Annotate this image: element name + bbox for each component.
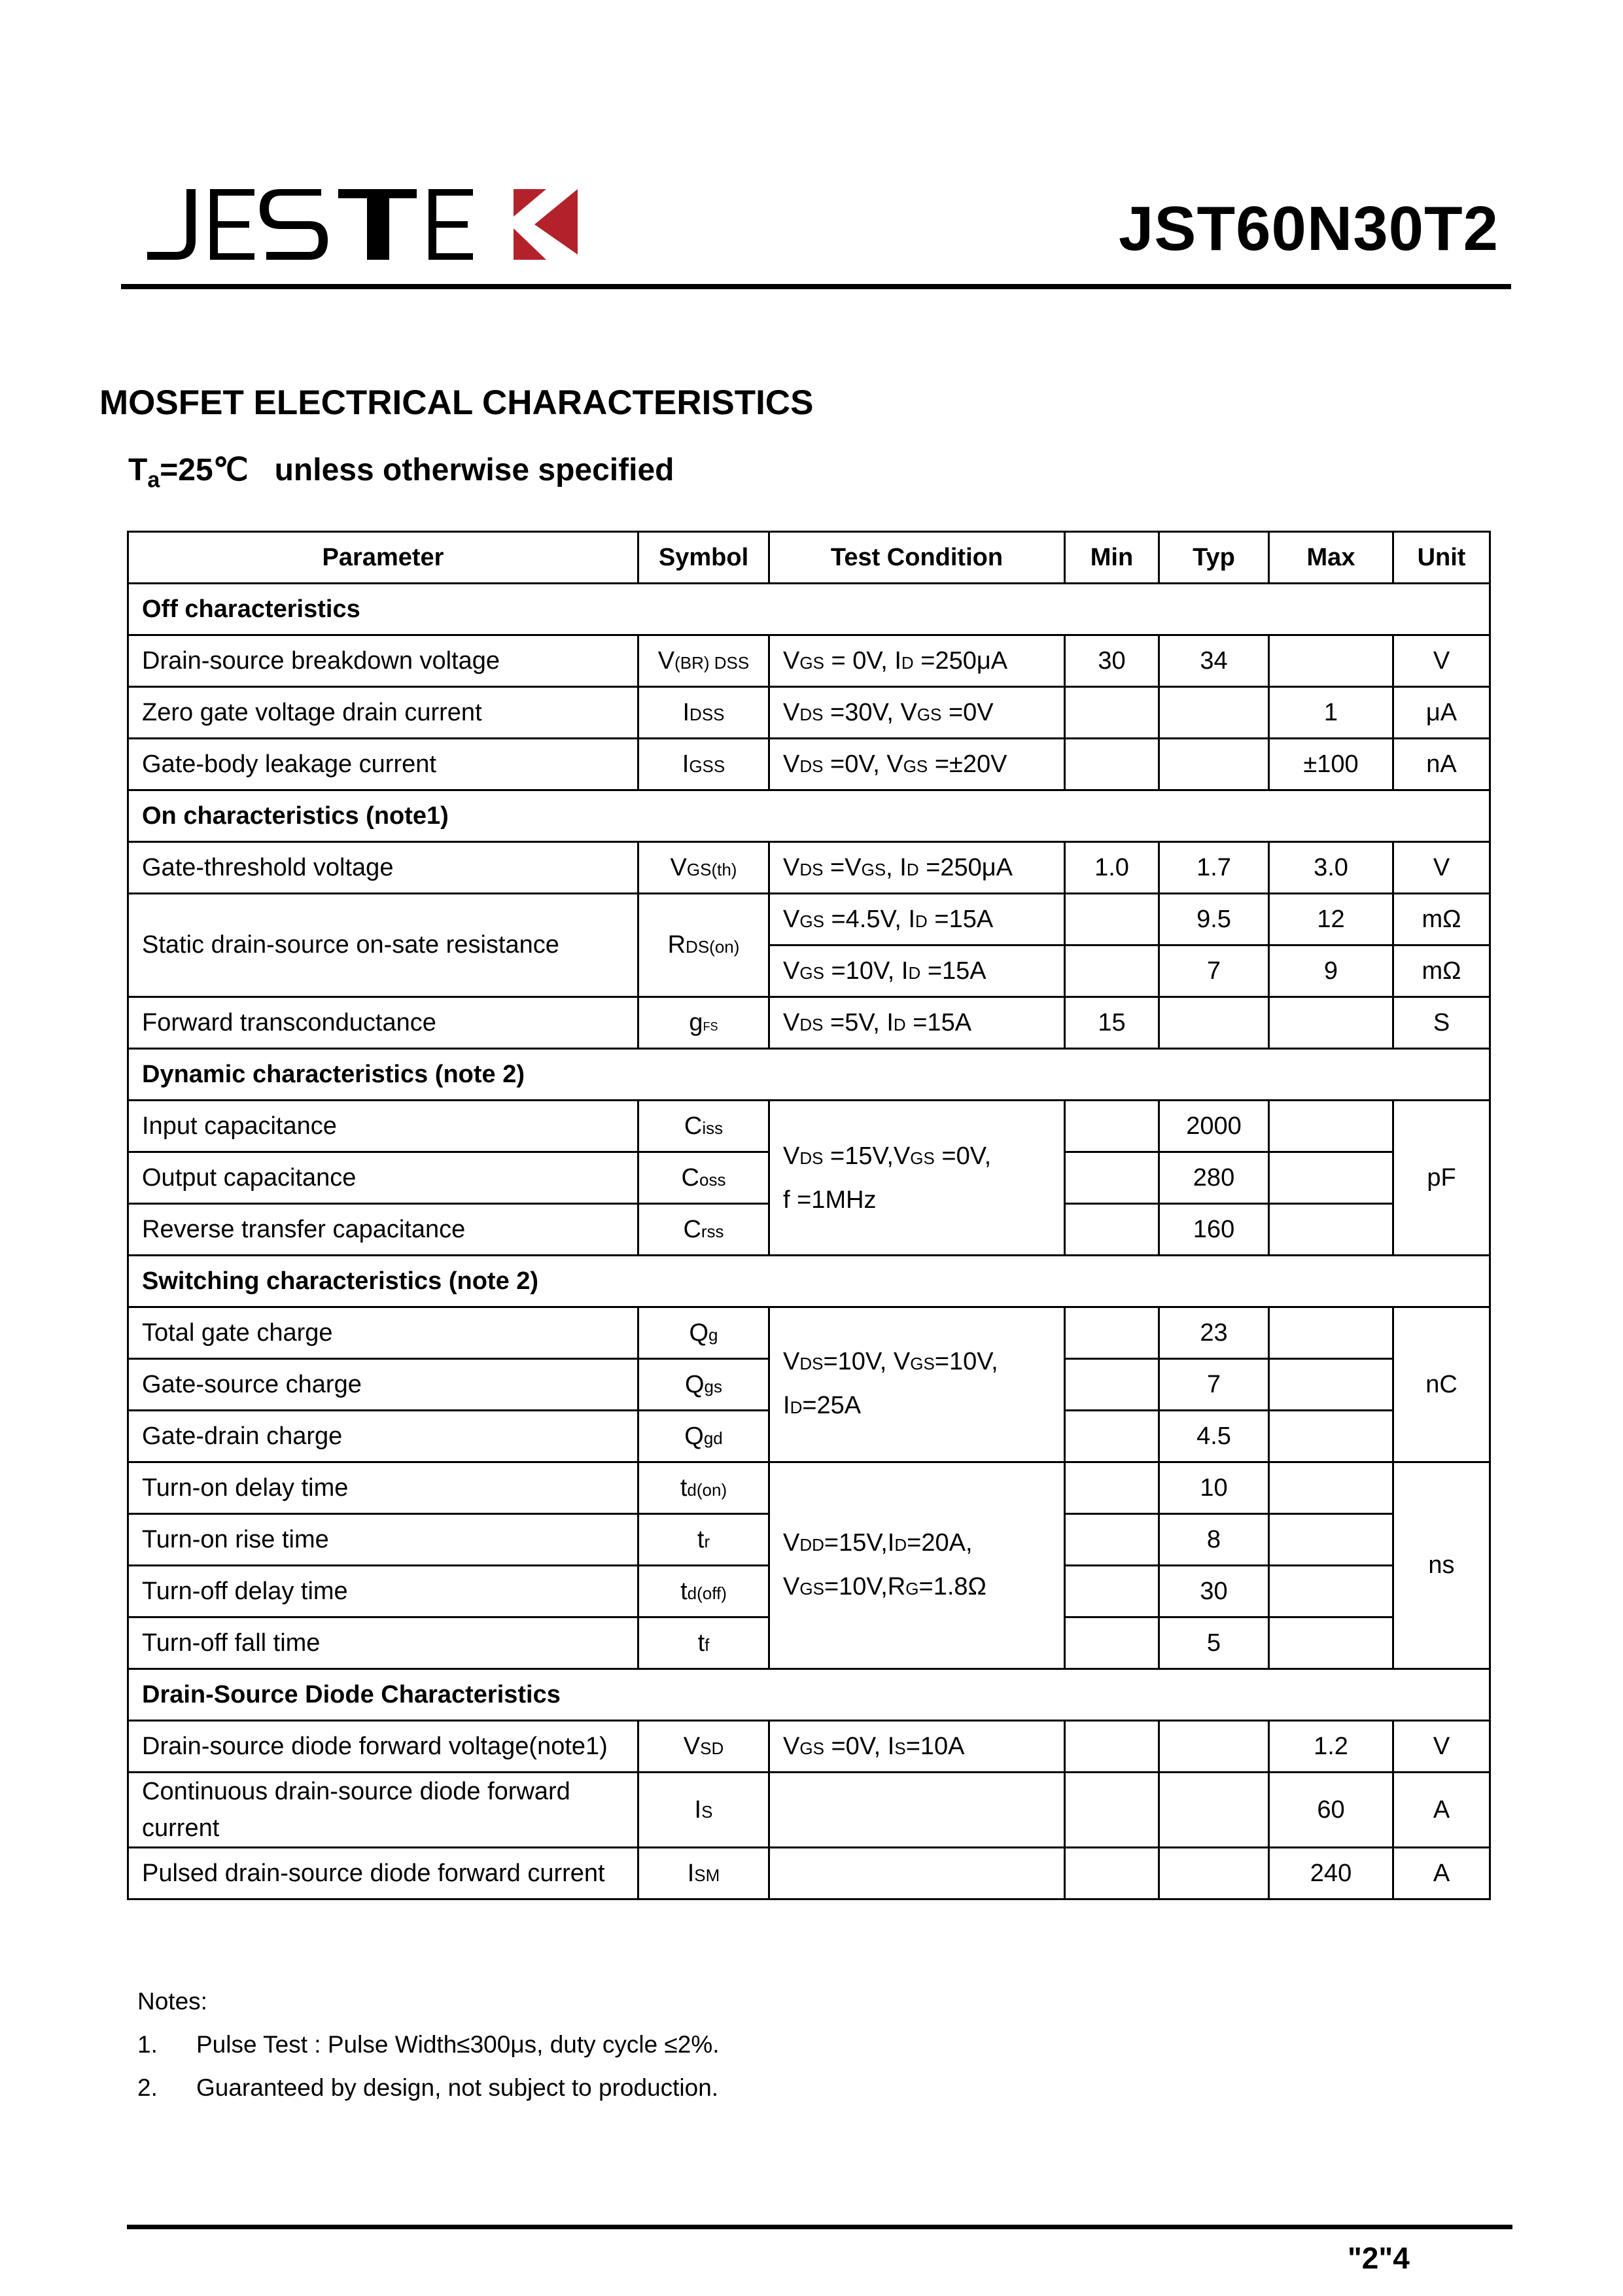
param-cell: Drain-source breakdown voltage [128,635,638,687]
table-row [128,1462,1490,1514]
typ-cell: 5 [1159,1617,1269,1669]
min-cell: 15 [1065,997,1159,1049]
symbol-cell: IS [638,1773,769,1848]
param-cell: Zero gate voltage drain current [128,687,638,739]
param-cell: Pulsed drain-source diode forward current [128,1848,638,1899]
typ-cell [1159,1773,1269,1848]
symbol-cell: Qgs [638,1359,769,1411]
unit-cell: pF [1393,1101,1490,1256]
table-row [128,1101,1490,1152]
unit-cell: V [1393,635,1490,687]
typ-cell: 30 [1159,1566,1269,1617]
symbol-cell: td(on) [638,1462,769,1514]
max-cell [1269,1101,1393,1152]
symbol-cell: tf [638,1617,769,1669]
table-row [128,1773,1490,1848]
min-cell [1065,1359,1159,1411]
min-cell: 30 [1065,635,1159,687]
min-cell [1065,687,1159,739]
typ-cell: 2000 [1159,1101,1269,1152]
section-row [128,584,1490,635]
max-cell: ±100 [1269,739,1393,790]
symbol-cell: Qg [638,1307,769,1359]
header-max: Max [1269,532,1393,584]
typ-cell: 9.5 [1159,894,1269,945]
typ-cell: 280 [1159,1152,1269,1204]
symbol-cell: Coss [638,1152,769,1204]
symbol-cell: VGS(th) [638,842,769,894]
note-item [137,2031,720,2074]
max-cell [1269,635,1393,687]
typ-cell: 10 [1159,1462,1269,1514]
min-cell [1065,945,1159,997]
section-row [128,1049,1490,1101]
param-cell: Turn-off fall time [128,1617,638,1669]
table-row [128,739,1490,790]
table-row [128,1721,1490,1773]
note-text: Guaranteed by design, not subject to production. [196,2074,719,2101]
symbol-cell: Qgd [638,1411,769,1462]
footer-divider [127,2225,1512,2229]
notes [137,1988,720,2117]
min-cell [1065,1514,1159,1566]
condition-cell: VDS =30V, VGS =0V [769,687,1065,739]
test-condition-note [128,451,674,493]
typ-cell [1159,687,1269,739]
max-cell: 240 [1269,1848,1393,1899]
param-line-1: Continuous drain-source diode forward [142,1778,570,1805]
unit-cell: nA [1393,739,1490,790]
min-cell: 1.0 [1065,842,1159,894]
table-header-row [128,532,1490,584]
part-number: JST60N30T2 [1119,194,1499,264]
symbol-cell: Ciss [638,1101,769,1152]
section-dynamic: Dynamic characteristics (note 2) [128,1049,1490,1101]
unit-cell: S [1393,997,1490,1049]
symbol-cell: Crss [638,1204,769,1256]
condition-cell: VGS =0V, IS=10A [769,1721,1065,1773]
min-cell [1065,894,1159,945]
table-row [128,1307,1490,1359]
max-cell [1269,1359,1393,1411]
min-cell [1065,1411,1159,1462]
note-item [137,2074,720,2117]
typ-cell [1159,1848,1269,1899]
symbol-cell: gFS [638,997,769,1049]
param-cell: Input capacitance [128,1101,638,1152]
unit-cell: A [1393,1848,1490,1899]
section-diode: Drain-Source Diode Characteristics [128,1669,1490,1721]
max-cell: 1.2 [1269,1721,1393,1773]
min-cell [1065,1101,1159,1152]
unit-cell: V [1393,842,1490,894]
param-cell: Turn-on rise time [128,1514,638,1566]
condition-cell: VDS =15V,VGS =0V, f =1MHz [769,1101,1065,1256]
param-cell: Gate-source charge [128,1359,638,1411]
page-title: MOSFET ELECTRICAL CHARACTERISTICS [99,383,814,422]
condition-cell: VDS=10V, VGS=10V, ID=25A [769,1307,1065,1462]
typ-cell: 34 [1159,635,1269,687]
min-cell [1065,1152,1159,1204]
typ-cell: 23 [1159,1307,1269,1359]
min-cell [1065,739,1159,790]
param-cell: Gate-body leakage current [128,739,638,790]
condition-cell: VGS = 0V, ID =250μA [769,635,1065,687]
characteristics-table [127,531,1491,1900]
max-cell [1269,1307,1393,1359]
table-row [128,842,1490,894]
param-cell: Reverse transfer capacitance [128,1204,638,1256]
max-cell [1269,1204,1393,1256]
condition-text: unless otherwise specified [274,453,674,487]
symbol-cell: ISM [638,1848,769,1899]
typ-cell [1159,997,1269,1049]
unit-cell: μA [1393,687,1490,739]
brand-logo [147,186,579,265]
param-cell: Gate-threshold voltage [128,842,638,894]
min-cell [1065,1566,1159,1617]
section-row [128,1256,1490,1307]
typ-cell: 7 [1159,1359,1269,1411]
param-cell [128,1773,638,1848]
max-cell [1269,1152,1393,1204]
symbol-cell: IGSS [638,739,769,790]
temp-symbol: T [128,453,148,487]
header-parameter: Parameter [128,532,638,584]
typ-cell: 4.5 [1159,1411,1269,1462]
table-row [128,997,1490,1049]
section-row [128,1669,1490,1721]
section-row [128,790,1490,842]
unit-cell: mΩ [1393,945,1490,997]
typ-cell: 160 [1159,1204,1269,1256]
max-cell [1269,997,1393,1049]
typ-cell: 1.7 [1159,842,1269,894]
condition-cell: VGS =4.5V, ID =15A [769,894,1065,945]
condition-cell: VDD=15V,ID=20A, VGS=10V,RG=1.8Ω [769,1462,1065,1669]
symbol-cell: VSD [638,1721,769,1773]
condition-cell: VGS =10V, ID =15A [769,945,1065,997]
condition-cell: VDS =0V, VGS =±20V [769,739,1065,790]
header-test-condition: Test Condition [769,532,1065,584]
condition-cell: VDS =5V, ID =15A [769,997,1065,1049]
header-unit: Unit [1393,532,1490,584]
condition-cell [769,1773,1065,1848]
table-row [128,687,1490,739]
section-on: On characteristics (note1) [128,790,1490,842]
max-cell [1269,1462,1393,1514]
max-cell: 12 [1269,894,1393,945]
param-cell: Total gate charge [128,1307,638,1359]
typ-cell: 8 [1159,1514,1269,1566]
min-cell [1065,1307,1159,1359]
max-cell [1269,1617,1393,1669]
typ-cell [1159,739,1269,790]
notes-title: Notes: [137,1988,207,2015]
param-line-2: current [142,1814,220,1842]
typ-cell: 7 [1159,945,1269,997]
header-divider [121,284,1511,289]
max-cell [1269,1411,1393,1462]
typ-cell [1159,1721,1269,1773]
param-cell: Gate-drain charge [128,1411,638,1462]
table-row [128,635,1490,687]
table-row [128,894,1490,945]
unit-cell: nC [1393,1307,1490,1462]
param-cell: Drain-source diode forward voltage(note1) [128,1721,638,1773]
param-cell: Static drain-source on-sate resistance [128,894,638,997]
unit-cell: ns [1393,1462,1490,1669]
param-cell: Turn-on delay time [128,1462,638,1514]
min-cell [1065,1617,1159,1669]
min-cell [1065,1462,1159,1514]
param-cell: Output capacitance [128,1152,638,1204]
header-typ: Typ [1159,532,1269,584]
max-cell: 3.0 [1269,842,1393,894]
symbol-cell: IDSS [638,687,769,739]
table-row [128,1848,1490,1899]
header-min: Min [1065,532,1159,584]
min-cell [1065,1848,1159,1899]
symbol-cell: RDS(on) [638,894,769,997]
page-number: "2"4 [1348,2241,1410,2275]
temp-value: =25℃ [160,453,249,487]
note-text: Pulse Test : Pulse Width≤300μs, duty cycle ≤2%. [196,2031,720,2058]
unit-cell: A [1393,1773,1490,1848]
min-cell [1065,1721,1159,1773]
unit-cell: V [1393,1721,1490,1773]
max-cell: 9 [1269,945,1393,997]
max-cell: 1 [1269,687,1393,739]
section-off: Off characteristics [128,584,1490,635]
max-cell: 60 [1269,1773,1393,1848]
symbol-cell: td(off) [638,1566,769,1617]
min-cell [1065,1773,1159,1848]
note-number: 1. [137,2031,158,2058]
condition-cell [769,1848,1065,1899]
header-symbol: Symbol [638,532,769,584]
max-cell [1269,1566,1393,1617]
unit-cell: mΩ [1393,894,1490,945]
condition-cell: VDS =VGS, ID =250μA [769,842,1065,894]
temp-subscript: a [147,467,160,493]
min-cell [1065,1204,1159,1256]
symbol-cell: V(BR) DSS [638,635,769,687]
section-switching: Switching characteristics (note 2) [128,1256,1490,1307]
note-number: 2. [137,2074,158,2101]
param-cell: Turn-off delay time [128,1566,638,1617]
max-cell [1269,1514,1393,1566]
symbol-cell: tr [638,1514,769,1566]
param-cell: Forward transconductance [128,997,638,1049]
